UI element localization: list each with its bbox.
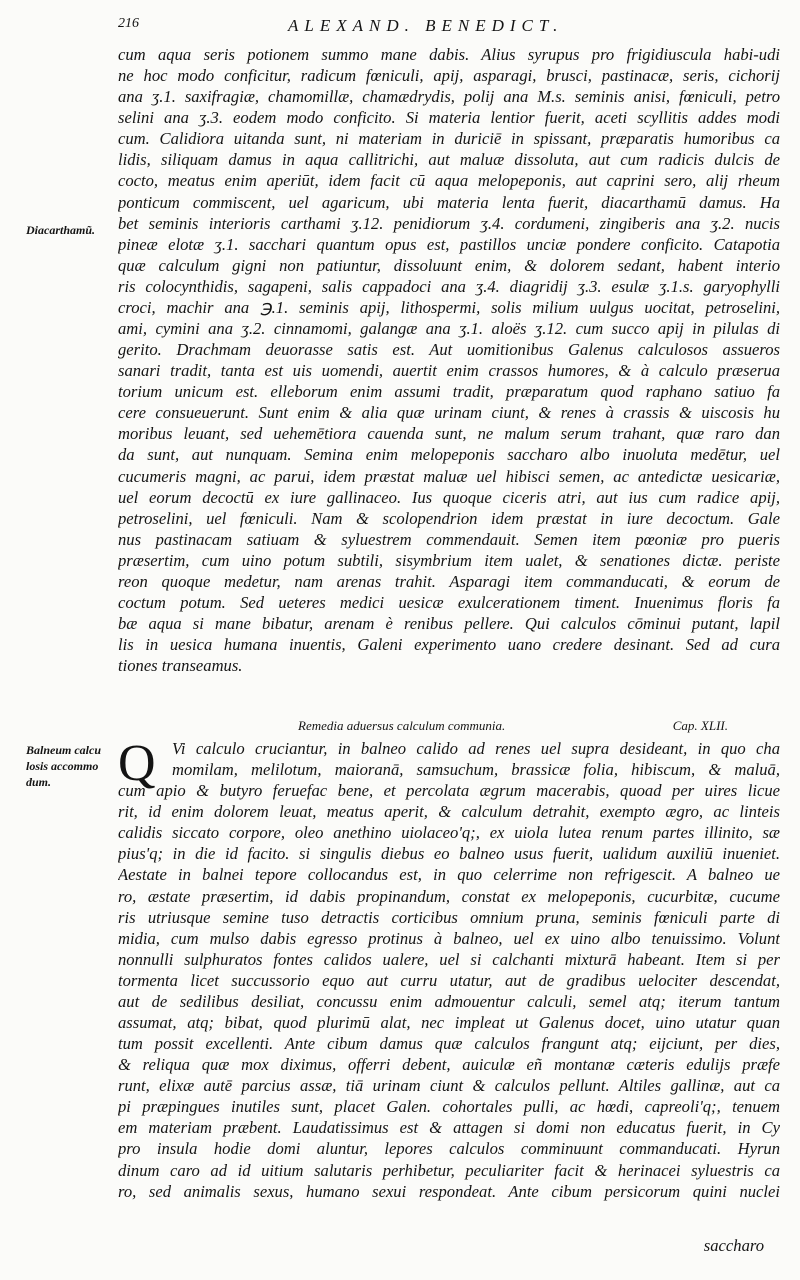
text-line: croci, machir ana ℈.1. seminis apij, lithospermi, solis milium uulgus uocitat, petroselini,	[118, 297, 780, 317]
text-line: aut de sedilibus desiliat, concussu enim admouentur calculi, semel atq; iterum tantum	[118, 991, 780, 1011]
text-line: sanari tradit, tanta est uis uomendi, auertit enim crassos humores, & à calculo præserua	[118, 361, 780, 381]
text-line: bet seminis interioris carthami ʒ.12. penidiorum ʒ.4. cordumeni, zingiberis ana ʒ.2. nucis	[118, 213, 780, 233]
margin-note-line: losis accommo	[26, 759, 99, 773]
text-line: tiones transeamus.	[118, 656, 243, 676]
text-line: nonnulli sulphuratos fontes calidos ualere, uel si calchanti mixturā habeant. Item si per	[118, 949, 780, 969]
text-line: ponticum commiscent, uel agaricum, ubi materia lenta fuerit, diacarthamū damus. Ha	[118, 192, 780, 212]
body-text-block-2	[118, 735, 780, 1202]
text-line: reon quoque medetur, nam arenas trahit. Asparagi item commanducati, & eorum de	[118, 571, 780, 591]
text-line: em materiam præbent. Laudatissimus est & attagen si domi non educatus fuerit, in Cy	[118, 1118, 780, 1138]
text-line: cucumeris magni, ac parui, idem præstat maluæ uel hibisci semen, ac antedictæ uesicariæ,	[118, 466, 780, 486]
text-line: tum possit excellenti. Ante cibum damus quæ calculos frangunt atq; eijciunt, per dies,	[118, 1034, 780, 1054]
text-line: cocto, meatus enim aperiūt, idem facit cū aqua melopeponis, aut caprini sero, alij rheum	[118, 171, 780, 191]
text-line: Aestate in balnei tepore collocandus est, in quo celerrime non refrigescit. A balneo ue	[118, 865, 780, 885]
margin-note-diacarthamum	[26, 222, 116, 238]
text-line: pro insula hodie domi aluntur, lepores calculos comminuunt commanducati. Hyrun	[118, 1139, 780, 1159]
text-line: ne hoc modo conficitur, radicum fœniculi, apij, asparagi, brusci, pastinacæ, seris, cichorij	[118, 66, 780, 86]
text-line: bæ aqua si mane bibatur, arenam è renibus pellere. Qui calculos cōminui putant, lapil	[118, 614, 780, 634]
text-line: & reliqua quæ mox diximus, offerri debent, auiculæ eñ montanæ cæteris edulijs præfe	[118, 1055, 780, 1075]
catchword: saccharo	[703, 1236, 764, 1255]
text-line: quæ calculum gigni non patiuntur, dissoluunt enim, & dolorem sedant, habent interio	[118, 255, 780, 275]
text-line: calidis siccato corpore, oleo anethino uiolaceo'q;, ex uiola lutea renum partes illinito, sæ	[118, 823, 780, 843]
text-line: moribus leuant, sed uehemētiora cauenda sunt, ne malum serum trahant, quæ raro dan	[118, 424, 780, 444]
drop-cap: Q	[118, 735, 156, 792]
text-line: ris colocynthidis, sagapeni, salis cappadoci ana ʒ.4. diagridij ʒ.3. esulæ ʒ.1.s. garyophylli	[118, 276, 780, 296]
text-line: ro, æstate præsertim, id dabis propinandum, constat ex melopeponis, cucurbitæ, cucume	[118, 886, 780, 906]
text-line: cum. Calidiora uitanda sunt, ni materiam in duriciē in spissant, præparatis humoribus ca	[118, 129, 780, 149]
text-line: Vi calculo cruciantur, in balneo calido ad renes uel supra desideant, in quo cha	[172, 739, 780, 758]
text-line: præsertim, cum uino potum subtili, sisymbrium item ualet, & senationes dictæ. periste	[118, 550, 780, 570]
running-title: ALEXAND. BENEDICT.	[288, 16, 564, 35]
chapter-title: Remedia aduersus calculum communia.	[298, 718, 506, 733]
text-line: runt, elixæ autē parcius assæ, tiā urinam ciunt & calculos pellunt. Altiles gallinæ, aut ca	[118, 1076, 780, 1096]
text-line: lis in uesica humana inuentis, Galeni experimento uano credere desinant. Sed ad cura	[118, 635, 780, 655]
text-line: pius'q; in die id facito. si singulis diebus eo balneo usus fuerit, ualidum auxiliū inueniet.	[118, 844, 780, 864]
text-line: rit, id enim dolorem leuat, meatus aperit, & calculum detrahit, exempto ægro, ac linteis	[118, 802, 780, 822]
text-line: torium unicum est. elleborum enim assumi tradit, præparatum quod raphano satiuo fa	[118, 382, 780, 402]
text-line: lidis, siliquam damus in aqua callitrichi, aut maluæ dissoluta, aut cum radicis dulcis de	[118, 150, 780, 170]
text-line: cum apio & butyro feruefac bene, et percolata ægrum macerabis, quoad per uires licue	[118, 781, 780, 801]
body-text-block-1	[118, 44, 780, 676]
text-line: gerito. Drachmam deuorasse satis est. Aut uomitionibus Galenus calculosos assueros	[118, 340, 780, 360]
page-number: 216	[118, 16, 139, 31]
margin-note-balneum	[26, 742, 116, 790]
text-line: momilam, melilotum, maioranā, samsuchum, brassicæ folia, hibiscum, & maluā,	[172, 760, 780, 780]
margin-note-line: dum.	[26, 775, 52, 789]
text-line: pi præpingues inutiles sunt, placet Galen. cohortales pulli, ac hœdi, capreoli'q;, tenuem	[118, 1097, 780, 1117]
text-line: tormenta licet succussorio equo aut curru utatur, aut de gradibus uelociter descendat,	[118, 970, 780, 990]
text-line: selini ana ʒ.3. eodem modo conficito. Si materia lentior fuerit, aceti scyllitis addes modi	[118, 108, 780, 128]
text-line: pineæ elotæ ʒ.1. sacchari quantum opus est, pastillos unciæ pondere conficito. Catapotia	[118, 234, 780, 254]
text-line: ro, sed animalis sexus, humano sexui respondeat. Ante cibum persicorum quini nuclei	[118, 1181, 780, 1201]
text-line: da sunt, aut nunquam. Semina enim melopeponis saccharo albo inuoluta medētur, uel	[118, 445, 780, 465]
chapter-number: Cap. XLII.	[672, 718, 728, 733]
chapter-heading	[298, 718, 728, 736]
margin-note-line: Balneum calcu	[26, 743, 102, 757]
text-line: midia, cum mulso dabis egresso protinus à balneo, uel ex uino albo tenuissimo. Volunt	[118, 928, 780, 948]
running-head	[118, 16, 778, 40]
text-line: uel eorum decoctū ex iure gallinaceo. Ius quoque ciceris atri, aut ius cum radice apij,	[118, 487, 780, 507]
text-line: coctum potum. Sed ueteres medici uesicæ exulcerationem timent. Inuenimus floris fa	[118, 593, 780, 613]
text-line: cum aqua seris potionem summo mane dabis. Alius syrupus pro frigidiuscula habi-udi	[118, 45, 780, 64]
text-line: ami, cymini ana ʒ.2. cinnamomi, galangæ ana ʒ.1. aloës ʒ.12. cum succo apij in pilulas di	[118, 319, 780, 339]
text-line: ris utriusque semine tuso detractis corticibus omnium pruna, seminis fœniculi parte di	[118, 907, 780, 927]
text-line: nus pastinacam satiuam & syluestrem commendauit. Semen item pœoniæ pro pueris	[118, 529, 780, 549]
text-line: cere consueuerunt. Sunt enim & alia quæ urinam ciunt, & renes à crassis & uiscosis hu	[118, 403, 780, 423]
text-line: assumat, atq; bibat, quod plurimū alat, nec impleat ut Galenus docet, uino utatur quan	[118, 1013, 780, 1033]
text-line: ana ʒ.1. saxifragiæ, chamomillæ, chamædrydis, polij ana M.s. seminis anisi, fœniculi, petro	[118, 87, 780, 107]
text-line: petroselini, uel fœniculi. Nam & scolopendrion idem præstat in iure decoctum. Gale	[118, 508, 780, 528]
margin-note-line: Diacarthamũ.	[26, 223, 96, 237]
text-line: dinum caro ad id uitium salutaris perhibetur, peculiariter facit & herinacei syluestris ca	[118, 1160, 780, 1180]
